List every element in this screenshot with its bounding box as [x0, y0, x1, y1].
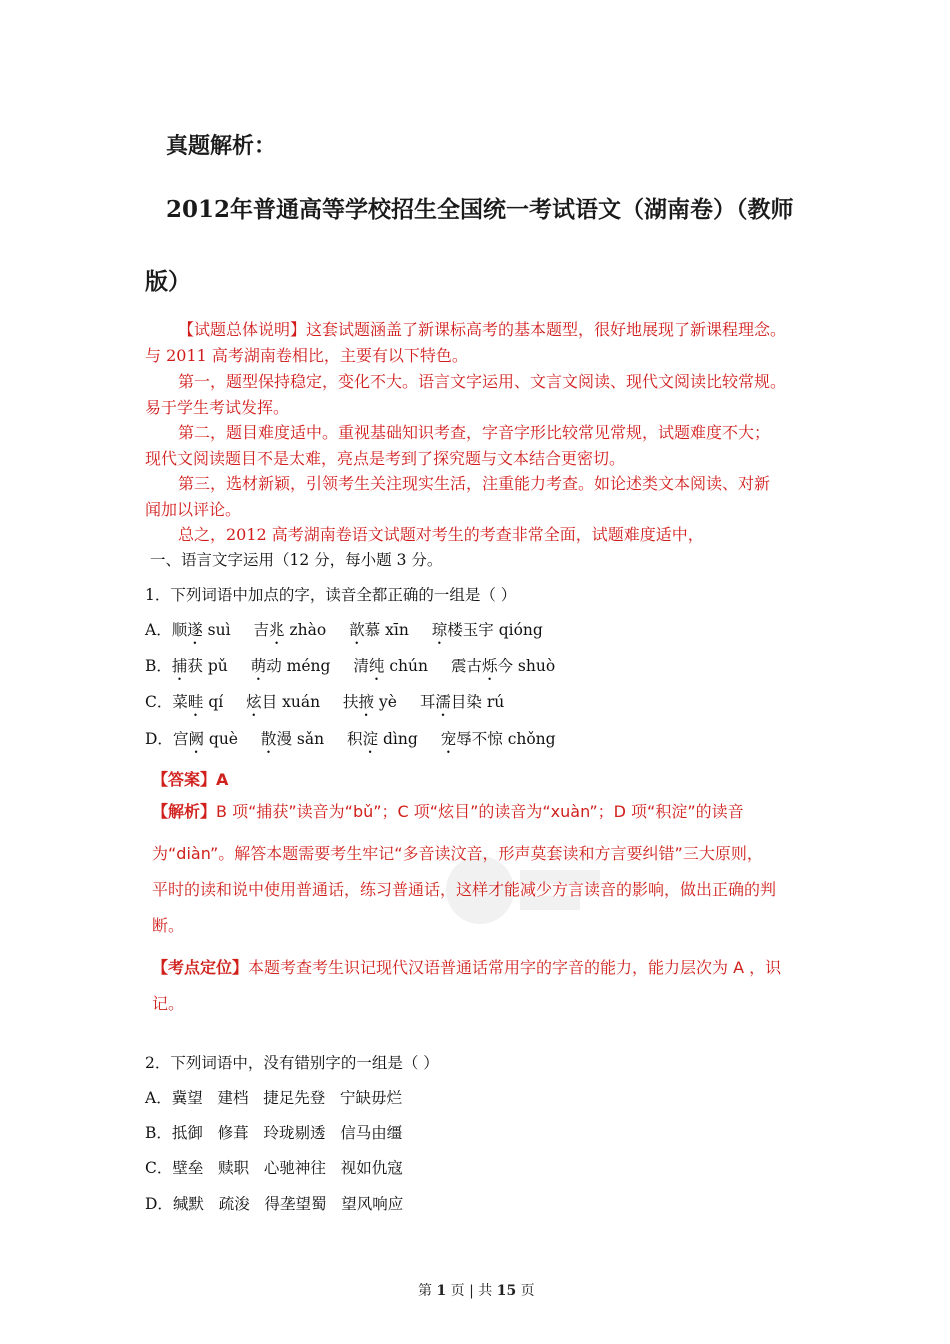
exam-point-line1: 【考点定位】本题考查考生识记现代汉语普通话常用字的字音的能力，能力层次为 A ，识	[152, 958, 782, 977]
exam-point-line2: 记。	[152, 994, 185, 1013]
question-2-option-c: C．壁垒 赎职 心驰神往 视如仇寇	[145, 1159, 403, 1177]
intro-p3-line2: 现代文阅读题目不是太难，亮点是考到了探究题与文本结合更密切。	[145, 449, 626, 468]
intro-p1-line1: 【试题总体说明】这套试题涵盖了新课标高考的基本题型，很好地展现了新课程理念。	[178, 320, 787, 339]
intro-p4-line2: 闻加以评论。	[145, 500, 242, 519]
intro-p5: 总之，2012 高考湖南卷语文试题对考生的考查非常全面，试题难度适中，	[178, 525, 704, 544]
question-2-stem: 2．下列词语中，没有错别字的一组是（ ）	[145, 1054, 439, 1072]
analysis-1-line1: 【解析】B 项“捕获”读音为“bǔ”；C 项“炫目”的读音为“xuàn”；D 项“积淀”的读音	[152, 802, 744, 821]
section-label: 真题解析：	[166, 133, 277, 159]
section-heading: 一、语言文字运用（12 分，每小题 3 分。	[150, 551, 443, 569]
document-title: 2012年普通高等学校招生全国统一考试语文（湖南卷）（教师	[166, 196, 794, 223]
analysis-1-line2: 为“diàn”。解答本题需要考生牢记“多音读汶音，形声莫套读和方言要纠错”三大原则，	[152, 844, 763, 863]
intro-p4-line1: 第三，选材新颖，引领考生关注现实生活，注重能力考查。如论述类文本阅读、对新	[178, 474, 771, 493]
intro-p3-line1: 第二，题目难度适中。重视基础知识考查，字音字形比较常见常规，试题难度不大；	[178, 423, 771, 442]
question-1-option-d: D．宫阙 què 散漫 sǎn 积淀 dìng 宠辱不惊 chǒng	[145, 730, 556, 748]
question-2-option-a: A．冀望 建档 捷足先登 宁缺毋烂	[145, 1089, 403, 1107]
question-1-option-c: C．菜畦 qí 炫目 xuán 扶掖 yè 耳濡目染 rú	[145, 693, 505, 711]
intro-p2-line1: 第一，题型保持稳定，变化不大。语言文字运用、文言文阅读、现代文阅读比较常规。	[178, 372, 787, 391]
intro-p2-line2: 易于学生考试发挥。	[145, 398, 290, 417]
page-footer: 第 1 页 | 共 15 页	[418, 1283, 535, 1299]
question-2-option-b: B．抵御 修葺 玲珑剔透 信马由缰	[145, 1124, 403, 1142]
question-1-stem: 1．下列词语中加点的字，读音全都正确的一组是（ ）	[145, 586, 517, 604]
answer-1: 【答案】A	[152, 770, 229, 789]
question-2-option-d: D．缄默 疏浚 得垄望蜀 望风响应	[145, 1195, 404, 1213]
intro-p1-line2: 与 2011 高考湖南卷相比，主要有以下特色。	[145, 346, 468, 365]
question-1-option-a: A．顺遂 suì 吉兆 zhào 歆慕 xīn 琼楼玉宇 qióng	[145, 621, 543, 639]
analysis-1-line4: 断。	[152, 916, 185, 935]
document-title-continued: 版）	[145, 268, 191, 295]
question-1-option-b: B．捕获 pǔ 萌动 méng 清纯 chún 震古烁今 shuò	[145, 657, 556, 675]
analysis-1-line3: 平时的读和说中使用普通话，练习普通话，这样才能减少方言读音的影响，做出正确的判	[152, 880, 777, 899]
